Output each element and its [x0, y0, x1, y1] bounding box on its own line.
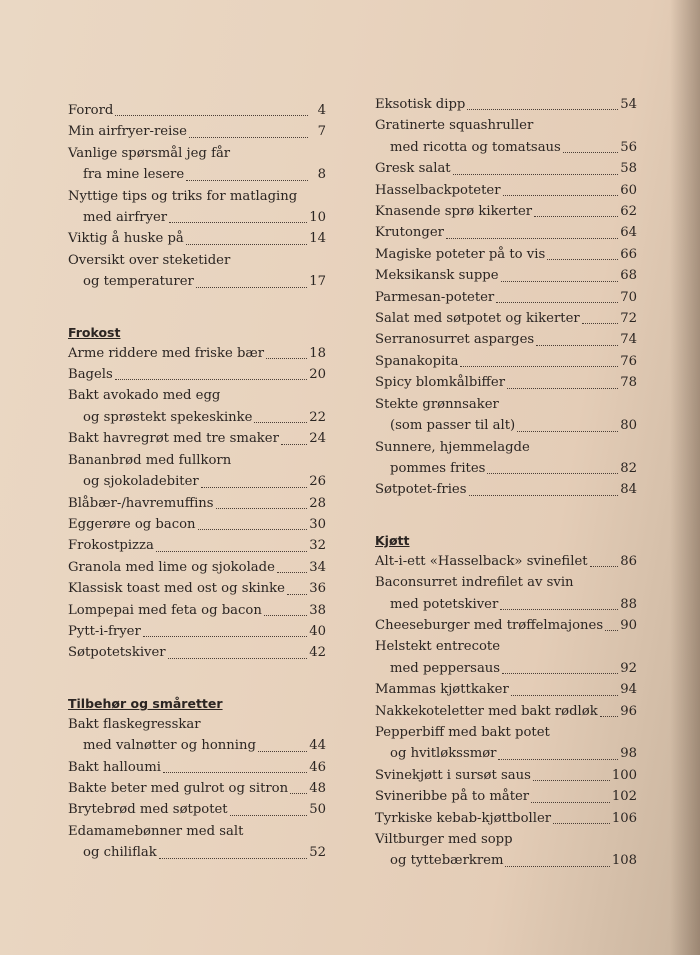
- toc-entry-title: (som passer til alt): [390, 418, 516, 434]
- toc-entry-page-number: 38: [309, 602, 326, 618]
- toc-entry: [68, 143, 326, 186]
- toc-entry: [68, 757, 326, 778]
- dot-leader: [281, 443, 307, 445]
- toc-entry-row: [68, 778, 326, 799]
- toc-entry-title: Krutonger: [375, 225, 444, 241]
- dot-leader: [168, 657, 308, 659]
- toc-entry-row: [68, 642, 326, 663]
- dot-leader: [159, 857, 307, 859]
- toc-entry-page-number: 80: [620, 418, 637, 434]
- toc-entry-page-number: 44: [309, 738, 326, 754]
- toc-entry-page-number: 24: [309, 431, 326, 447]
- toc-entry-title: Spanakopita: [375, 353, 459, 369]
- dot-leader: [500, 608, 618, 610]
- toc-entry-page-number: 98: [620, 746, 637, 762]
- section-heading-frokost: Frokost: [68, 324, 121, 340]
- toc-entry: [375, 551, 637, 572]
- toc-entry-page-number: 48: [309, 780, 326, 796]
- toc-entry-title-line: Bananbrød med fullkorn: [68, 452, 232, 468]
- toc-entry-title-line: Baconsurret indrefilet av svin: [375, 575, 574, 591]
- toc-entry-row: [68, 578, 326, 599]
- toc-entry-row: [375, 786, 637, 807]
- toc-entry-row: [68, 407, 326, 428]
- toc-entry-page-number: 102: [611, 789, 637, 805]
- toc-entry-title: Nakkekoteletter med bakt rødløk: [375, 703, 598, 719]
- toc-entry: [68, 228, 326, 249]
- toc-entry-title: Spicy blomkålbiffer: [375, 375, 506, 391]
- toc-entry: [68, 121, 326, 142]
- toc-entry-page-number: 56: [620, 139, 637, 155]
- toc-entry-title: Parmesan-poteter: [375, 289, 495, 305]
- toc-entry-row: [68, 600, 326, 621]
- toc-entry-row: [375, 551, 637, 572]
- dot-leader: [605, 629, 618, 631]
- toc-entry-row: [68, 735, 326, 756]
- toc-entry: [68, 642, 326, 663]
- toc-entry: [68, 428, 326, 449]
- dot-leader: [216, 507, 308, 509]
- toc-entry-title: Bagels: [68, 367, 113, 383]
- toc-entry-row: [375, 158, 637, 179]
- toc-entry-page-number: 28: [309, 495, 326, 511]
- toc-entry-title: Forord: [68, 103, 114, 118]
- toc-entry-page-number: 108: [611, 853, 637, 869]
- toc-entry-page-number: 52: [309, 845, 326, 861]
- toc-entry-page-number: 94: [620, 682, 637, 698]
- toc-entry-row: [68, 343, 326, 364]
- toc-entry-page-number: 42: [309, 645, 326, 661]
- dot-leader: [511, 694, 618, 696]
- toc-entry-page-number: 66: [620, 246, 637, 262]
- toc-entry-page-number: 60: [620, 182, 637, 198]
- toc-entry-row: [68, 428, 326, 449]
- toc-entry-title: Bakte beter med gulrot og sitron: [68, 780, 289, 796]
- toc-entry: [68, 250, 326, 293]
- toc-entry: [375, 244, 637, 265]
- toc-entry: [375, 437, 637, 480]
- toc-entry: [68, 535, 326, 556]
- toc-entry: [68, 778, 326, 799]
- toc-entry: [375, 372, 637, 393]
- dot-leader: [563, 151, 618, 153]
- toc-entry: [68, 714, 326, 757]
- toc-entry-title-line: Vanlige spørsmål jeg får: [68, 145, 231, 161]
- toc-entry-title-line: Helstekt entrecote: [375, 639, 501, 655]
- toc-entry-title: Søtpotet-fries: [375, 482, 467, 498]
- toc-entry-title: Magiske poteter på to vis: [375, 246, 546, 262]
- dot-leader: [590, 565, 619, 567]
- toc-entry-page-number: 58: [620, 161, 637, 177]
- toc-entry-row: [68, 364, 326, 385]
- toc-entry: [375, 308, 637, 329]
- dot-leader: [536, 344, 618, 346]
- dot-leader: [446, 237, 618, 239]
- toc-entry-title: Min airfryer-reise: [68, 124, 187, 140]
- toc-entry-title: Svinekjøtt i sursøt saus: [375, 767, 531, 783]
- toc-entry-title: Knasende sprø kikerter: [375, 204, 533, 220]
- dot-leader: [600, 715, 619, 717]
- toc-entry-page-number: 88: [620, 596, 637, 612]
- dot-leader: [115, 114, 308, 116]
- toc-entry: [375, 679, 637, 700]
- toc-entry-title-line: Bakt flaskegresskar: [68, 716, 201, 732]
- toc-entry-title-line: Edamamebønner med salt: [68, 823, 244, 839]
- toc-entry-title-line: Sunnere, hjemmelagde: [375, 439, 530, 455]
- toc-entry: [375, 808, 637, 829]
- toc-entry-page-number: 36: [309, 581, 326, 597]
- toc-entry-page-number: 26: [309, 474, 326, 490]
- toc-entry: [68, 621, 326, 642]
- dot-leader: [186, 179, 308, 181]
- toc-entry: [68, 364, 326, 385]
- toc-entry-title: Alt-i-ett «Hasselback» svinefilet: [375, 553, 588, 569]
- toc-entry-page-number: 70: [620, 289, 637, 305]
- toc-entry-row: [68, 271, 326, 292]
- dot-leader: [290, 792, 307, 794]
- toc-entry-title: Viktig å huske på: [68, 231, 184, 247]
- toc-entry-title: Eggerøre og bacon: [68, 516, 196, 532]
- toc-entry-title: Cheeseburger med trøffelmajones: [375, 617, 604, 633]
- toc-entry-page-number: 7: [317, 124, 326, 140]
- toc-entry-page-number: 78: [620, 375, 637, 391]
- toc-kjott-list: [375, 551, 637, 872]
- toc-entry-page-number: 20: [309, 367, 326, 383]
- toc-entry-title-line: Gratinerte squashruller: [375, 118, 534, 134]
- toc-entry-row: [68, 100, 326, 121]
- toc-entry-title-line: Bakt avokado med egg: [68, 388, 221, 404]
- toc-entry-title: Søtpotetskiver: [68, 645, 166, 661]
- toc-entry-title: Bakt havregrøt med tre smaker: [68, 431, 279, 447]
- dot-leader: [156, 550, 307, 552]
- toc-entry-title: Hasselbackpoteter: [375, 182, 501, 198]
- toc-entry-row: [68, 471, 326, 492]
- dot-leader: [201, 486, 308, 488]
- toc-entry-title: Eksotisk dipp: [375, 97, 466, 112]
- toc-entry: [68, 514, 326, 535]
- toc-entry-title: Brytebrød med søtpotet: [68, 802, 228, 818]
- toc-entry: [375, 351, 637, 372]
- toc-tilbehor-cont-list: [375, 94, 637, 501]
- dot-leader: [469, 494, 619, 496]
- toc-entry-title: Arme riddere med friske bær: [68, 345, 265, 361]
- toc-entry-title: Svineribbe på to måter: [375, 789, 530, 805]
- toc-entry-page-number: 40: [309, 623, 326, 639]
- toc-entry-page-number: 90: [620, 617, 637, 633]
- toc-entry-title: og temperaturer: [83, 274, 194, 290]
- dot-leader: [547, 258, 618, 260]
- dot-leader: [460, 365, 618, 367]
- toc-entry: [375, 394, 637, 437]
- toc-entry-page-number: 34: [309, 559, 326, 575]
- toc-entry-page-number: 72: [620, 311, 637, 327]
- toc-entry-title: og chiliflak: [83, 845, 157, 861]
- toc-entry-title: Tyrkiske kebab-kjøttboller: [375, 810, 552, 826]
- toc-entry: [375, 265, 637, 286]
- toc-entry-row: [375, 679, 637, 700]
- toc-entry-page-number: 92: [620, 660, 637, 676]
- toc-entry-row: [375, 329, 637, 350]
- toc-entry-row: [68, 621, 326, 642]
- toc-entry-title: Salat med søtpotet og kikerter: [375, 311, 580, 327]
- dot-leader: [507, 387, 618, 389]
- toc-tilbehor-list: [68, 714, 326, 864]
- toc-entry-page-number: 86: [620, 553, 637, 569]
- toc-entry-page-number: 106: [611, 810, 637, 826]
- toc-entry-row: [375, 658, 637, 679]
- toc-entry-title-line: Viltburger med sopp: [375, 832, 513, 847]
- toc-entry-title: Blåbær-/havremuffins: [68, 495, 214, 511]
- toc-entry-title: Klassisk toast med ost og skinke: [68, 581, 285, 597]
- toc-entry-row: [375, 743, 637, 764]
- toc-entry-page-number: 14: [309, 231, 326, 247]
- toc-entry: [68, 186, 326, 229]
- toc-entry-page-number: 50: [309, 802, 326, 818]
- toc-entry: [68, 557, 326, 578]
- toc-frokost-list: [68, 343, 326, 664]
- toc-entry-row: [375, 244, 637, 265]
- dot-leader: [169, 221, 307, 223]
- toc-entry-row: [375, 308, 637, 329]
- toc-entry-title: med peppersaus: [390, 660, 501, 676]
- dot-leader: [453, 173, 619, 175]
- toc-entry-row: [68, 842, 326, 863]
- toc-entry-row: [375, 372, 637, 393]
- toc-intro-list: [68, 100, 326, 293]
- dot-leader: [467, 108, 618, 110]
- toc-entry-title-line: Oversikt over steketider: [68, 252, 231, 268]
- dot-leader: [264, 614, 307, 616]
- toc-entry-page-number: 54: [620, 97, 637, 112]
- section-heading-tilbehor: Tilbehør og småretter: [68, 695, 223, 711]
- toc-entry-row: [68, 757, 326, 778]
- toc-entry-row: [68, 207, 326, 228]
- toc-entry: [68, 493, 326, 514]
- toc-entry-title-line: Nyttige tips og triks for matlaging: [68, 188, 298, 204]
- dot-leader: [503, 194, 619, 196]
- toc-entry: [375, 329, 637, 350]
- toc-entry-row: [375, 201, 637, 222]
- toc-entry: [375, 829, 637, 872]
- toc-entry-title-line: Stekte grønnsaker: [375, 396, 499, 412]
- toc-entry: [375, 222, 637, 243]
- toc-entry-row: [375, 415, 637, 436]
- dot-leader: [254, 421, 307, 423]
- toc-entry-title-line: Pepperbiff med bakt potet: [375, 724, 550, 740]
- dot-leader: [196, 286, 307, 288]
- toc-entry-row: [375, 479, 637, 500]
- toc-entry: [375, 636, 637, 679]
- toc-entry: [68, 450, 326, 493]
- dot-leader: [505, 865, 609, 867]
- toc-entry-row: [375, 458, 637, 479]
- toc-entry-title: pommes frites: [390, 460, 486, 476]
- toc-entry-title: Gresk salat: [375, 161, 451, 177]
- toc-entry-title: med valnøtter og honning: [83, 738, 256, 754]
- toc-entry: [68, 600, 326, 621]
- toc-entry-page-number: 17: [309, 274, 326, 290]
- section-heading-kjott: Kjøtt: [375, 532, 410, 548]
- toc-entry-row: [375, 765, 637, 786]
- dot-leader: [487, 472, 618, 474]
- toc-entry-row: [68, 228, 326, 249]
- toc-entry-page-number: 10: [309, 210, 326, 226]
- dot-leader: [534, 215, 618, 217]
- dot-leader: [163, 771, 307, 773]
- toc-entry-row: [68, 493, 326, 514]
- toc-entry-title: og tyttebærkrem: [390, 853, 504, 869]
- toc-entry-title: Meksikansk suppe: [375, 268, 499, 284]
- toc-entry-row: [68, 164, 326, 185]
- toc-entry: [375, 722, 637, 765]
- toc-entry: [375, 94, 637, 115]
- toc-entry-page-number: 8: [317, 167, 326, 183]
- toc-entry-row: [375, 850, 637, 871]
- toc-entry: [375, 479, 637, 500]
- dot-leader: [189, 136, 308, 138]
- toc-entry-page-number: 100: [611, 767, 637, 783]
- toc-entry-page-number: 96: [620, 703, 637, 719]
- toc-entry: [375, 115, 637, 158]
- toc-entry-page-number: 64: [620, 225, 637, 241]
- toc-entry-row: [375, 287, 637, 308]
- toc-entry: [375, 572, 637, 615]
- toc-entry-title: fra mine lesere: [83, 167, 185, 183]
- toc-entry: [375, 201, 637, 222]
- page-edge-shadow: [670, 0, 700, 955]
- dot-leader: [266, 357, 307, 359]
- toc-entry-title: Frokostpizza: [68, 538, 154, 554]
- dot-leader: [143, 635, 307, 637]
- dot-leader: [198, 528, 308, 530]
- dot-leader: [186, 243, 307, 245]
- toc-entry-title: Lompepai med feta og bacon: [68, 602, 262, 618]
- dot-leader: [258, 750, 307, 752]
- toc-entry-row: [375, 94, 637, 115]
- toc-entry-row: [68, 557, 326, 578]
- toc-entry: [68, 799, 326, 820]
- dot-leader: [582, 322, 619, 324]
- toc-entry-row: [68, 514, 326, 535]
- toc-entry-row: [375, 594, 637, 615]
- toc-entry: [375, 615, 637, 636]
- toc-entry-page-number: 84: [620, 482, 637, 498]
- toc-entry: [375, 158, 637, 179]
- dot-leader: [531, 801, 610, 803]
- toc-entry-row: [375, 180, 637, 201]
- toc-entry: [375, 180, 637, 201]
- toc-entry-page-number: 62: [620, 204, 637, 220]
- dot-leader: [498, 758, 618, 760]
- toc-entry-row: [68, 121, 326, 142]
- toc-entry-title: med airfryer: [83, 210, 168, 226]
- dot-leader: [277, 571, 307, 573]
- toc-entry-row: [375, 615, 637, 636]
- toc-entry-row: [375, 222, 637, 243]
- toc-entry-page-number: 46: [309, 759, 326, 775]
- toc-entry: [375, 765, 637, 786]
- dot-leader: [553, 822, 610, 824]
- dot-leader: [115, 378, 307, 380]
- toc-entry-row: [68, 535, 326, 556]
- toc-entry-row: [375, 137, 637, 158]
- toc-entry-title: og sjokoladebiter: [83, 474, 199, 490]
- toc-entry: [375, 786, 637, 807]
- toc-right-column: [375, 94, 637, 872]
- toc-entry-page-number: 32: [309, 538, 326, 554]
- toc-entry-page-number: 18: [309, 345, 326, 361]
- toc-entry-row: [375, 808, 637, 829]
- toc-left-column: [68, 100, 326, 864]
- toc-entry: [68, 385, 326, 428]
- toc-entry: [375, 701, 637, 722]
- toc-entry-title: med potetskiver: [390, 596, 499, 612]
- toc-entry-page-number: 76: [620, 353, 637, 369]
- toc-entry: [68, 343, 326, 364]
- toc-entry-page-number: 68: [620, 268, 637, 284]
- toc-entry-title: Bakt halloumi: [68, 759, 161, 775]
- toc-entry-title: Granola med lime og sjokolade: [68, 559, 275, 575]
- toc-entry-page-number: 74: [620, 332, 637, 348]
- toc-entry-page-number: 4: [317, 103, 326, 118]
- toc-entry: [68, 578, 326, 599]
- toc-entry-title: Serranosurret asparges: [375, 332, 535, 348]
- toc-entry-page-number: 82: [620, 460, 637, 476]
- toc-entry-title: Mammas kjøttkaker: [375, 682, 509, 698]
- toc-entry: [375, 287, 637, 308]
- dot-leader: [533, 779, 610, 781]
- toc-entry-row: [375, 701, 637, 722]
- toc-entry-row: [375, 265, 637, 286]
- dot-leader: [287, 593, 307, 595]
- toc-entry-row: [68, 799, 326, 820]
- toc-entry: [68, 100, 326, 121]
- dot-leader: [502, 672, 618, 674]
- toc-entry-page-number: 22: [309, 409, 326, 425]
- dot-leader: [230, 814, 308, 816]
- toc-entry-title: med ricotta og tomatsaus: [390, 139, 561, 155]
- toc-entry: [68, 821, 326, 864]
- toc-entry-title: Pytt-i-fryer: [68, 623, 141, 639]
- dot-leader: [501, 280, 619, 282]
- toc-entry-page-number: 30: [309, 516, 326, 532]
- toc-entry-title: og hvitløkssmør: [390, 746, 497, 762]
- toc-entry-title: og sprøstekt spekeskinke: [83, 409, 253, 425]
- dot-leader: [517, 430, 618, 432]
- dot-leader: [496, 301, 618, 303]
- toc-entry-row: [375, 351, 637, 372]
